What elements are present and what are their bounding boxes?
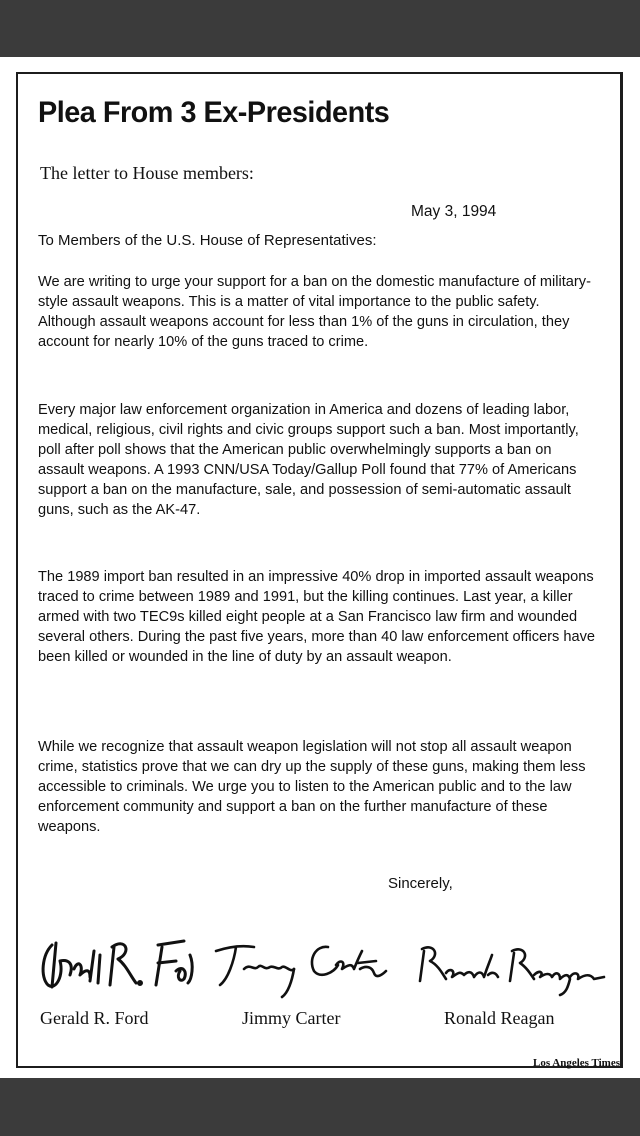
signature-carter bbox=[208, 925, 388, 1000]
bottom-bar bbox=[0, 1078, 640, 1136]
signature-ford bbox=[34, 925, 204, 1000]
paragraph-1: We are writing to urge your support for a ban on the domestic manufacture of military-style assault weapons. This is a matter of vital importance to the public safety. Although assault weapons account for less than 1% of the guns in circulation, they account for nearly 10% of the guns traced to crime. bbox=[38, 274, 591, 350]
signer-name-ford: Gerald R. Ford bbox=[40, 1008, 149, 1028]
top-bar bbox=[0, 0, 640, 57]
letter-date: May 3, 1994 bbox=[411, 203, 497, 220]
headline: Plea From 3 Ex-Presidents bbox=[38, 96, 390, 129]
signature-reagan bbox=[410, 925, 610, 1000]
salutation: To Members of the U.S. House of Representatives: bbox=[38, 232, 377, 249]
paragraph-4: While we recognize that assault weapon legislation will not stop all assault weapon crime, statistics prove that we can dry up the supply of these guns, making them less accessible to criminals. We urge you to listen to the American public and to the law enforcement community and support a ban on the further manufacture of these weapons. bbox=[38, 739, 586, 835]
source-credit: Los Angeles Times bbox=[533, 1057, 620, 1069]
closing: Sincerely, bbox=[388, 875, 453, 892]
subheadline: The letter to House members: bbox=[40, 163, 254, 183]
paragraph-3: The 1989 import ban resulted in an impressive 40% drop in imported assault weapons traced to crime between 1989 and 1991, but the killing continues. Last year, a killer armed with two TEC9s killed eight people at a San Francisco law firm and wounded several others. During the past five years, more than 40 law enforcement officers have been killed or wounded in the line of duty by an assault weapon. bbox=[38, 569, 596, 665]
signer-name-reagan: Ronald Reagan bbox=[444, 1008, 555, 1028]
signer-name-carter: Jimmy Carter bbox=[242, 1008, 341, 1028]
paragraph-2: Every major law enforcement organization in America and dozens of leading labor, medical, religious, civil rights and civic groups support such a ban. Most importantly, poll after poll shows that the American public overwhelmingly supports a ban on assault weapons. A 1993 CNN/USA Today/Gallup Poll found that 77% of Americans support a ban on the manufacture, sale, and possession of semi-automatic assault guns, such as the AK-47. bbox=[38, 402, 579, 518]
